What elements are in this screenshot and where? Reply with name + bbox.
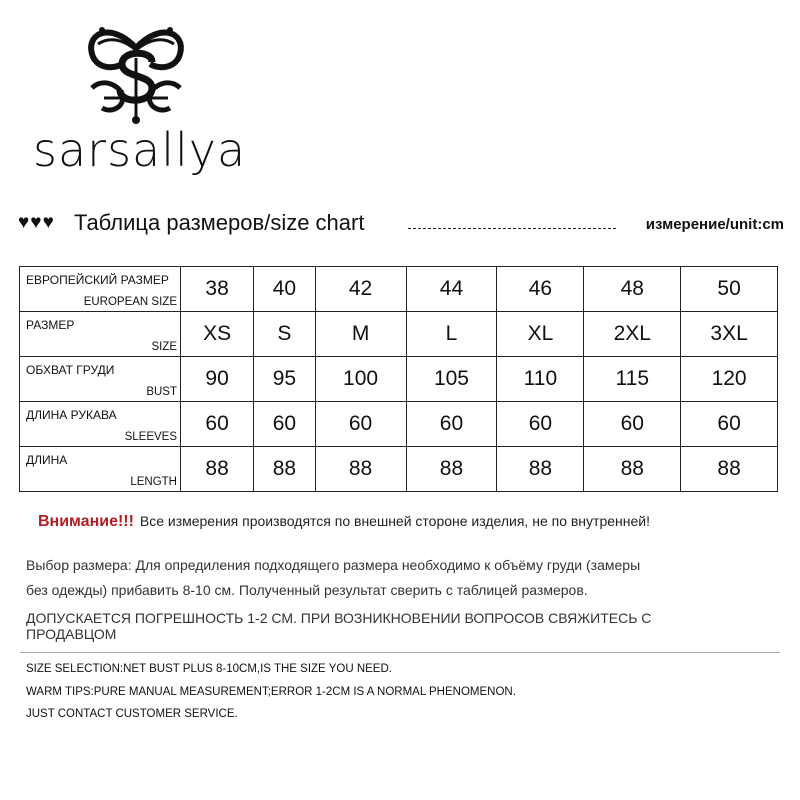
size-value-cell: 38 bbox=[181, 267, 254, 312]
english-note-2: WARM TIPS:PURE MANUAL MEASUREMENT;ERROR 1-2CM IS A NORMAL PHENOMENON. bbox=[26, 686, 516, 698]
row-label-ru: РАЗМЕР bbox=[26, 318, 75, 332]
table-row bbox=[20, 267, 778, 312]
unit-label: измерение/unit:cm bbox=[645, 216, 784, 233]
size-value-cell: 60 bbox=[181, 402, 254, 447]
row-label-cell bbox=[20, 447, 181, 492]
size-value-cell: 60 bbox=[254, 402, 315, 447]
attention-text: Все измерения производятся по внешней стороне изделия, не по внутренней! bbox=[139, 513, 650, 529]
size-value-cell: 88 bbox=[497, 447, 584, 492]
size-value-cell: XL bbox=[497, 312, 584, 357]
dashed-divider bbox=[408, 228, 616, 229]
size-value-cell: 42 bbox=[315, 267, 406, 312]
table-row bbox=[20, 402, 778, 447]
row-label-ru: ОБХВАТ ГРУДИ bbox=[26, 363, 115, 377]
table-row bbox=[20, 312, 778, 357]
size-value-cell: 88 bbox=[315, 447, 406, 492]
size-value-cell: 60 bbox=[681, 402, 778, 447]
section-divider bbox=[20, 652, 780, 653]
size-value-cell: 60 bbox=[406, 402, 497, 447]
size-choice-line-2: без одежды) прибавить 8-10 см. Полученный результат сверить с таблицей размеров. bbox=[26, 582, 588, 598]
size-value-cell: M bbox=[315, 312, 406, 357]
size-chart-header bbox=[18, 208, 788, 244]
row-label-en: BUST bbox=[146, 386, 177, 398]
size-choice-line-1: Выбор размера: Для опредиления подходящего размера необходимо к объёму груди (замеры bbox=[26, 557, 641, 573]
size-value-cell: 88 bbox=[584, 447, 681, 492]
table-row bbox=[20, 447, 778, 492]
size-value-cell: L bbox=[406, 312, 497, 357]
row-label-en: SLEEVES bbox=[124, 431, 177, 443]
table-row bbox=[20, 357, 778, 402]
size-value-cell: XS bbox=[181, 312, 254, 357]
row-label-cell bbox=[20, 312, 181, 357]
hearts-icon: ♥♥♥ bbox=[18, 212, 55, 233]
size-value-cell: 46 bbox=[497, 267, 584, 312]
row-label-ru: ДЛИНА bbox=[26, 453, 68, 467]
size-value-cell: 48 bbox=[584, 267, 681, 312]
size-value-cell: 105 bbox=[406, 357, 497, 402]
size-value-cell: 110 bbox=[497, 357, 584, 402]
english-note-3: JUST CONTACT CUSTOMER SERVICE. bbox=[26, 708, 238, 720]
size-value-cell: 100 bbox=[315, 357, 406, 402]
attention-note bbox=[38, 513, 650, 531]
size-value-cell: 50 bbox=[681, 267, 778, 312]
size-value-cell: 60 bbox=[315, 402, 406, 447]
size-value-cell: 90 bbox=[181, 357, 254, 402]
row-label-en: LENGTH bbox=[130, 476, 177, 488]
size-value-cell: 44 bbox=[406, 267, 497, 312]
row-label-ru: ДЛИНА РУКАВА bbox=[26, 408, 117, 422]
chart-title: Таблица размеров/size chart bbox=[74, 210, 365, 235]
size-value-cell: 120 bbox=[681, 357, 778, 402]
size-table bbox=[19, 266, 778, 492]
brand-logo-emblem bbox=[82, 14, 190, 126]
size-value-cell: 60 bbox=[584, 402, 681, 447]
row-label-cell bbox=[20, 402, 181, 447]
row-label-en: EUROPEAN SIZE bbox=[83, 296, 177, 308]
size-value-cell: 3XL bbox=[681, 312, 778, 357]
size-value-cell: 88 bbox=[254, 447, 315, 492]
brand-name: sarsallya bbox=[33, 123, 247, 177]
size-value-cell: 88 bbox=[181, 447, 254, 492]
size-value-cell: 2XL bbox=[584, 312, 681, 357]
size-value-cell: 88 bbox=[406, 447, 497, 492]
row-label-cell bbox=[20, 267, 181, 312]
size-value-cell: 115 bbox=[584, 357, 681, 402]
tolerance-note: ДОПУСКАЕТСЯ ПОГРЕШНОСТЬ 1-2 СМ. ПРИ ВОЗНИКНОВЕНИИ ВОПРОСОВ СВЯЖИТЕСЬ С ПРОДАВЦОМ bbox=[26, 610, 652, 642]
attention-label: Внимание!!! bbox=[38, 513, 134, 530]
english-note-1: SIZE SELECTION:NET BUST PLUS 8-10CM,IS THE SIZE YOU NEED. bbox=[26, 663, 392, 675]
size-value-cell: 95 bbox=[254, 357, 315, 402]
size-value-cell: 60 bbox=[497, 402, 584, 447]
size-value-cell: 88 bbox=[681, 447, 778, 492]
row-label-cell bbox=[20, 357, 181, 402]
size-value-cell: 40 bbox=[254, 267, 315, 312]
row-label-ru: ЕВРОПЕЙСКИЙ РАЗМЕР bbox=[26, 273, 169, 287]
row-label-en: SIZE bbox=[151, 341, 177, 353]
size-value-cell: S bbox=[254, 312, 315, 357]
